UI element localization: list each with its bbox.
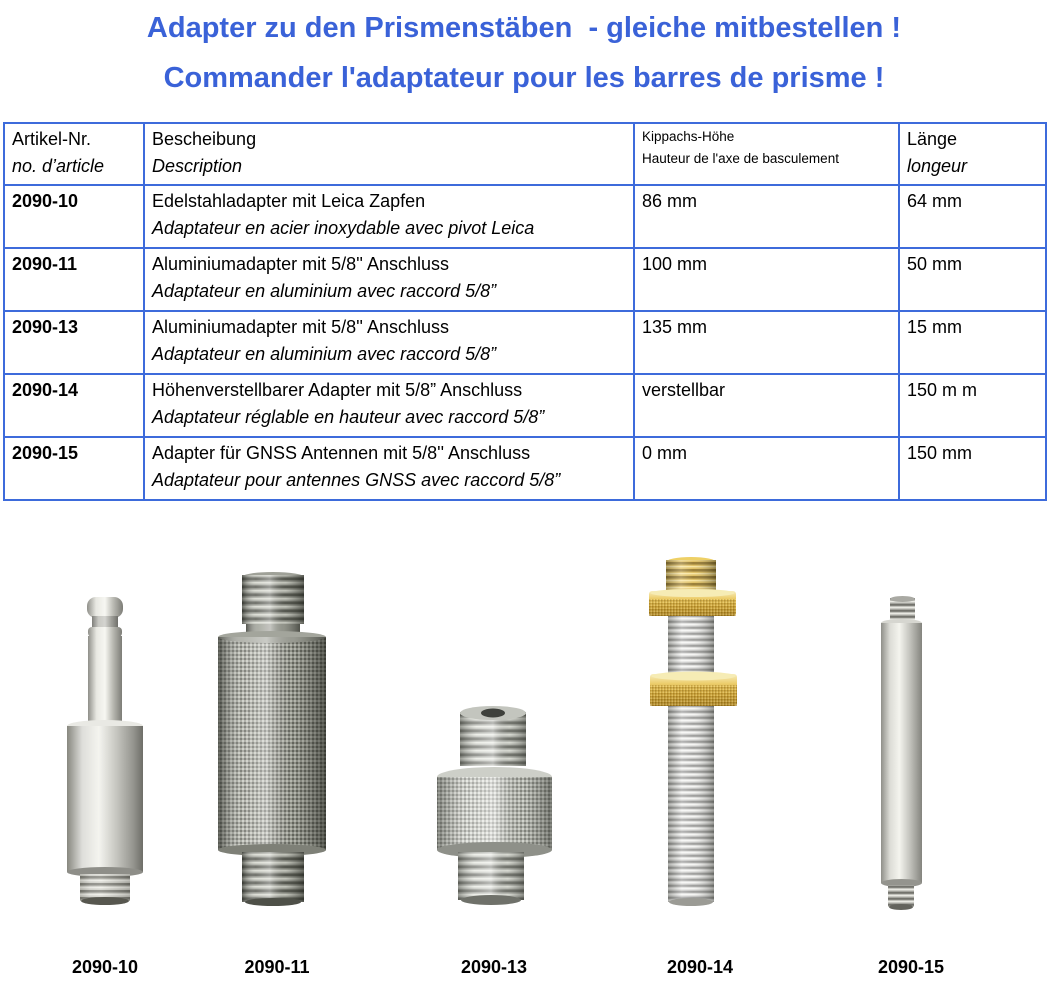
length-value: 15 mm xyxy=(907,317,963,337)
article-number: 2090-15 xyxy=(12,443,79,463)
description-fr: Adaptateur pour antennes GNSS avec raccord 5/8” xyxy=(152,470,561,490)
table-row-2090-14 xyxy=(4,374,1046,437)
table-row-2090-10 xyxy=(4,185,1046,248)
col-header-length-de: Länge xyxy=(907,129,958,149)
col-header-tilt-height-de: Kippachs-Höhe xyxy=(642,129,735,144)
product-caption-2090-13: 2090-13 xyxy=(460,957,528,977)
product-caption-2090-15: 2090-15 xyxy=(877,957,945,977)
col-header-tilt-height-fr: Hauteur de l'axe de basculement xyxy=(642,151,839,166)
col-header-tilt-height xyxy=(634,123,899,185)
table-header-row xyxy=(4,123,1046,185)
table-row-2090-15 xyxy=(4,437,1046,500)
description-de: Aluminiumadapter mit 5/8'' Anschluss xyxy=(152,317,450,337)
article-number: 2090-11 xyxy=(12,254,78,274)
product-image-2090-13 xyxy=(432,702,557,907)
length-value: 150 m m xyxy=(907,380,978,400)
col-header-article xyxy=(4,123,144,185)
table-row-2090-13 xyxy=(4,311,1046,374)
col-header-article-fr: no. d’article xyxy=(12,156,105,176)
length-value: 50 mm xyxy=(907,254,963,274)
description-de: Höhenverstellbarer Adapter mit 5/8” Anschluss xyxy=(152,380,523,400)
product-caption-2090-10: 2090-10 xyxy=(71,957,139,977)
length-value: 150 mm xyxy=(907,443,973,463)
article-number: 2090-10 xyxy=(12,191,79,211)
col-header-description-fr: Description xyxy=(152,156,243,176)
product-image-2090-15 xyxy=(877,595,925,910)
length-value: 64 mm xyxy=(907,191,963,211)
description-de: Adapter für GNSS Antennen mit 5/8'' Anschluss xyxy=(152,443,531,463)
col-header-description-de: Bescheibung xyxy=(152,129,257,149)
description-fr: Adaptateur en aluminium avec raccord 5/8” xyxy=(152,344,497,364)
tilt-height-value: verstellbar xyxy=(642,380,726,400)
page-title-german: Adapter zu den Prismenstäben - gleiche mitbestellen ! xyxy=(146,12,902,44)
product-image-2090-10 xyxy=(57,593,197,908)
tilt-height-value: 0 mm xyxy=(642,443,687,463)
product-caption-2090-14: 2090-14 xyxy=(666,957,734,977)
product-caption-2090-11: 2090-11 xyxy=(244,957,310,977)
article-number: 2090-14 xyxy=(12,380,79,400)
tilt-height-value: 100 mm xyxy=(642,254,708,274)
description-fr: Adaptateur réglable en hauteur avec raccord 5/8” xyxy=(152,407,545,427)
col-header-length-fr: longeur xyxy=(907,156,968,176)
description-fr: Adaptateur en aluminium avec raccord 5/8” xyxy=(152,281,497,301)
tilt-height-value: 135 mm xyxy=(642,317,708,337)
page-title-french: Commander l'adaptateur pour les barres de prisme ! xyxy=(163,62,885,94)
col-header-article-de: Artikel-Nr. xyxy=(12,129,92,149)
table-row-2090-11 xyxy=(4,248,1046,311)
col-header-description xyxy=(144,123,634,185)
article-number: 2090-13 xyxy=(12,317,79,337)
description-de: Edelstahladapter mit Leica Zapfen xyxy=(152,191,426,211)
product-image-2090-11 xyxy=(212,566,332,906)
description-de: Aluminiumadapter mit 5/8'' Anschluss xyxy=(152,254,450,274)
tilt-height-value: 86 mm xyxy=(642,191,698,211)
adapter-spec-table xyxy=(3,122,1047,501)
description-fr: Adaptateur en acier inoxydable avec pivot Leica xyxy=(152,218,535,238)
col-header-length xyxy=(899,123,1046,185)
product-image-2090-14 xyxy=(643,552,758,907)
